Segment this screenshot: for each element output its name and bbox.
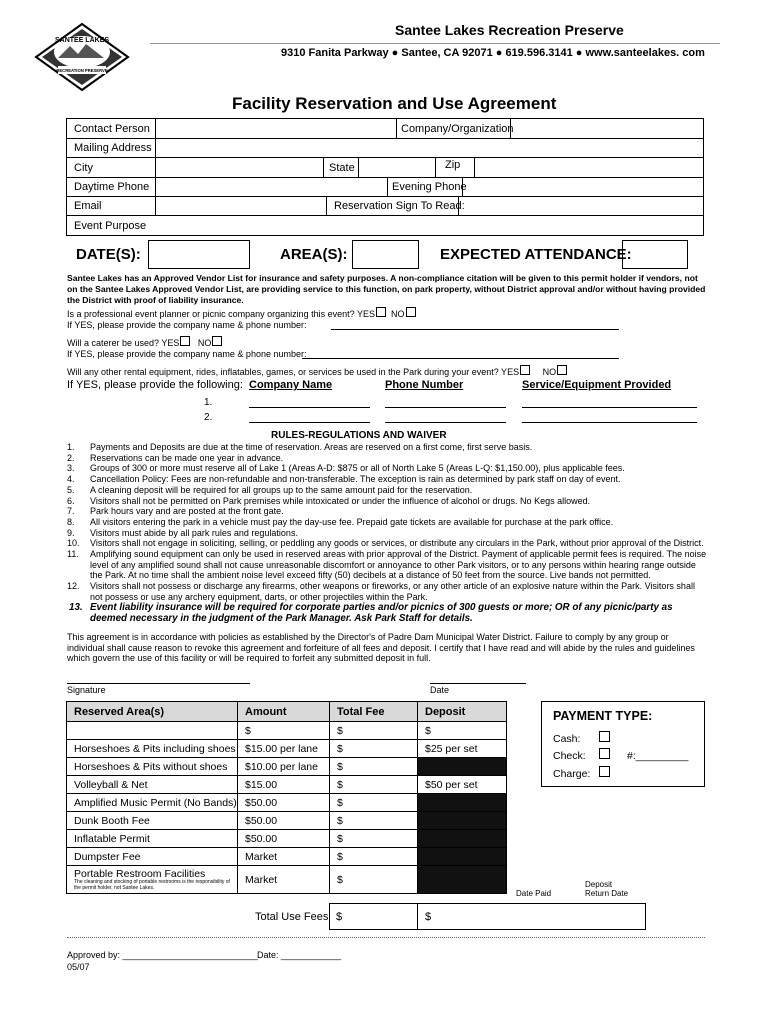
charge-checkbox[interactable] [599, 766, 610, 777]
rule-number: 5. [67, 484, 75, 495]
logo-top-text: SANTEE LAKES [54, 37, 110, 44]
santee-lakes-logo [34, 22, 130, 92]
rule-text: Visitors shall not possess or discharge any firearms, other weapons or fireworks, or any other article of an explosive nature within the Park. Visitors shall not possess or use any archery equipment, darts, or other projectiles within the Park. [90, 581, 695, 602]
vendor-notice: Santee Lakes has an Approved Vendor List for insurance and safety purposes. A non-compliance citation will be given to this permit holder if vendors, not on the Santee Lakes Approved Vendor List, are providing service to this function, on park property, without District approval and/or without having provided the District with proof of liability insurance. [67, 273, 706, 305]
check-checkbox[interactable] [599, 748, 610, 759]
charge-label: Charge: [553, 768, 591, 780]
company-field[interactable] [511, 119, 703, 137]
planner-yes-checkbox[interactable] [376, 307, 386, 317]
amount-cell: $50.00 [238, 794, 330, 812]
org-address: 9310 Fanita Parkway ● Santee, CA 92071 ● 619.596.3141 ● www.santeelakes. com [281, 47, 705, 59]
attendance-label: EXPECTED ATTENDANCE: [440, 246, 632, 263]
return-date-label: Return Date [585, 889, 629, 898]
check-label: Check: [553, 750, 586, 762]
deposit-cell-blocked [418, 812, 507, 830]
vendor-row-2-number: 2. [204, 412, 213, 423]
area-cell: Inflatable Permit [67, 830, 238, 848]
area-cell[interactable] [67, 722, 238, 740]
logo-bottom-text: RECREATION PRESERVE [56, 68, 108, 73]
deposit-cell-blocked [418, 758, 507, 776]
total-cell[interactable]: $ [330, 848, 418, 866]
area-cell: Horseshoes & Pits without shoes [67, 758, 238, 776]
portable-restroom-label: Portable Restroom Facilities [74, 867, 206, 880]
city-label: City [74, 162, 93, 174]
date-paid-label: Date Paid [516, 889, 552, 898]
attendance-field[interactable] [622, 240, 688, 269]
eve-phone-label: Evening Phone [392, 181, 467, 193]
vendor-row-2-service[interactable] [522, 422, 697, 423]
vendor-row-1-company[interactable] [249, 407, 370, 408]
area-cell: Amplified Music Permit (No Bands) [67, 794, 238, 812]
contact-form [66, 118, 704, 236]
sign-label: Reservation Sign To Read: [334, 200, 465, 212]
caterer-no-checkbox[interactable] [212, 336, 222, 346]
rule-text: Visitors shall not engage in soliciting, selling, or peddling any goods or services, or distribute any circulars in the Park, without prior approval of the District. [90, 538, 704, 549]
planner-no-checkbox[interactable] [406, 307, 416, 317]
amount-cell: $50.00 [238, 830, 330, 848]
caterer-yes-checkbox[interactable] [180, 336, 190, 346]
planner-followup: If YES, please provide the company name & phone number: [67, 320, 307, 330]
planner-question-text: Is a professional event planner or picnic company organizing this event? YES [67, 309, 376, 319]
col-company-name: Company Name [249, 379, 333, 391]
date-label: Date [430, 685, 450, 695]
amount-cell: $50.00 [238, 812, 330, 830]
rule-number: 3. [67, 463, 75, 474]
form-version: 05/07 [67, 962, 90, 972]
rule-text: Groups of 300 or more must reserve all of Lake 1 (Areas A-D: $875 or all of North Lake 5 (Areas L-Q: $1,150.00), plus applicable fees. [90, 463, 625, 474]
header-deposit: Deposit [418, 702, 507, 722]
signature-label: Signature [67, 685, 106, 695]
caterer-question-text: Will a caterer be used? YES [67, 338, 180, 348]
caterer-no-label: NO [197, 338, 212, 348]
total-use-fees-label: Total Use Fees [255, 911, 329, 923]
rule-text: Visitors must abide by all park rules and regulations. [90, 527, 298, 538]
vendor-row-1-phone[interactable] [385, 407, 506, 408]
rule-number: 11. [67, 549, 79, 559]
amount-cell: $15.00 per lane [238, 740, 330, 758]
equipment-no-checkbox[interactable] [557, 365, 567, 375]
equipment-question [67, 365, 567, 377]
date-line[interactable] [430, 683, 526, 684]
rule-text: Event liability insurance will be required for corporate parties and/or picnics of 300 guests or more; OR of any picnic/party as deemed necessary in the judgment of the Park Manager. Ask Park Staff for details. [90, 602, 673, 624]
equipment-question-text: Will any other rental equipment, rides, inflatables, games, or services be used in the Park during your event? YES [67, 367, 520, 377]
payment-type-title: PAYMENT TYPE: [553, 709, 653, 723]
area-cell: Dumpster Fee [67, 848, 238, 866]
rule-text: Amplifying sound equipment can only be used in reserved areas with prior approval of the District. Payment of applicable permit fees is required. The noise level of any amplified sound shall not cause unreasonable discomfort or annoyance to other Park visitors, or to any persons within hearing range outside the Park. At no time shall the ambient noise level exceed fifty (50) decibels at a distance of 50 feet from the source. Live bands not permitted. [90, 549, 707, 580]
fees-table [66, 701, 507, 894]
mailing-label: Mailing Address [74, 142, 152, 154]
planner-no-label: NO [391, 309, 405, 319]
agreement-text: This agreement is in accordance with policies as established by the Director's of Padre Dam Municipal Water District. Failure to comply by any group or individual shall cause reason to revoke this agreement and forfeiture of all fees and deposit. I certify that I have read and will abide by the rules and guidelines which govern the use of this facility or will be required to forfeit any submitted deposit in full. [67, 632, 695, 664]
area-cell [67, 866, 238, 894]
deposit-return-label: Deposit [585, 880, 613, 889]
rule-number: 4. [67, 474, 75, 485]
approval-date-field[interactable]: Date: ____________ [257, 950, 342, 960]
rule-number: 7. [67, 506, 75, 517]
cash-label: Cash: [553, 733, 581, 745]
area-cell: Horseshoes & Pits including shoes [67, 740, 238, 758]
deposit-cell-blocked [418, 794, 507, 812]
rule-number: 9. [67, 527, 75, 538]
areas-field[interactable] [352, 240, 419, 269]
deposit-cell: $50 per set [418, 776, 507, 794]
email-label: Email [74, 200, 102, 212]
zip-label: Zip [445, 159, 461, 171]
state-label: State [329, 162, 355, 174]
dates-field[interactable] [148, 240, 250, 269]
rule-text: Reservations can be made one year in advance. [90, 452, 284, 463]
contact-person-field[interactable] [156, 119, 395, 137]
total-cell[interactable]: $ [330, 740, 418, 758]
total-cell[interactable]: $ [330, 776, 418, 794]
header-amount: Amount [238, 702, 330, 722]
vendor-row-2-phone[interactable] [385, 422, 506, 423]
rule-text: Payments and Deposits are due at the time of reservation. Areas are reserved on a first come, first serve basis. [90, 442, 533, 452]
zip-field[interactable] [475, 158, 703, 176]
total-cell[interactable]: $ [330, 830, 418, 848]
caterer-followup: If YES, please provide the company name & phone number: [67, 349, 307, 359]
caterer-line[interactable] [302, 358, 619, 359]
deposit-cell-blocked [418, 866, 507, 894]
caterer-question [67, 336, 222, 348]
rule-text: Visitors shall not be permitted on Park premises while intoxicated or under the influence of alcohol or drugs. No Kegs allowed. [90, 495, 591, 506]
org-name: Santee Lakes Recreation Preserve [395, 22, 624, 38]
rule-number: 10. [67, 538, 80, 549]
table-row [67, 740, 507, 758]
rule-number: 2. [67, 452, 75, 463]
rule-text: All visitors entering the park in a vehicle must pay the day-use fee. Prepaid gate tickets are available for purchase at the park office. [90, 516, 614, 527]
deposit-cell: $25 per set [418, 740, 507, 758]
total-cell[interactable]: $ [330, 812, 418, 830]
footer-divider [67, 937, 705, 938]
mailing-field[interactable] [156, 139, 703, 157]
total-fee-value: $ [336, 911, 343, 923]
state-field[interactable] [359, 158, 434, 176]
rule-number: 6. [67, 495, 75, 506]
col-service-provided: Service/Equipment Provided [522, 379, 672, 391]
portable-restroom-note: The cleaning and stocking of portable restrooms is the responsibility of the permit holder, not Santee Lakes. [74, 878, 230, 891]
city-field[interactable] [156, 158, 322, 176]
contact-person-label: Contact Person [74, 123, 150, 135]
deposit-cell[interactable]: $ [418, 722, 507, 740]
total-fee-field[interactable] [329, 903, 418, 930]
amount-cell: $15.00 [238, 776, 330, 794]
rule-number: 12. [67, 581, 80, 591]
sign-field[interactable] [459, 197, 703, 214]
vendor-row-2-company[interactable] [249, 422, 370, 423]
dates-label: DATE(S): [76, 246, 141, 263]
equipment-followup: If YES, please provide the following: [67, 379, 243, 391]
table-row [67, 848, 507, 866]
amount-cell: Market [238, 866, 330, 894]
table-row [67, 812, 507, 830]
planner-question [67, 307, 416, 319]
amount-cell: $10.00 per lane [238, 758, 330, 776]
total-deposit-value: $ [425, 911, 432, 923]
cash-checkbox[interactable] [599, 731, 610, 742]
header-total-fee: Total Fee [330, 702, 418, 722]
eve-phone-field[interactable] [463, 178, 703, 195]
col-phone-number: Phone Number [385, 379, 464, 391]
signature-line[interactable] [67, 683, 250, 684]
rule-text: A cleaning deposit will be required for all groups up to the same amount paid for the reservation. [90, 484, 473, 495]
check-number-field[interactable]: #:_________ [627, 750, 689, 762]
equipment-no-label: NO [542, 367, 557, 377]
rule-text: Park hours vary and are posted at the front gate. [90, 506, 284, 517]
area-cell: Dunk Booth Fee [67, 812, 238, 830]
table-row [67, 776, 507, 794]
header-rule [150, 43, 720, 44]
rule-number: 1. [67, 442, 75, 452]
total-deposit-field[interactable] [417, 903, 646, 930]
table-row [67, 830, 507, 848]
planner-line[interactable] [331, 329, 619, 330]
areas-label: AREA(S): [280, 246, 348, 263]
rule-text: Cancellation Policy: Fees are non-refundable and non-transferable. The exception is rain as determined by park staff on day of event. [90, 474, 621, 485]
deposit-cell-blocked [418, 830, 507, 848]
email-field[interactable] [156, 197, 325, 214]
rule-number: 13. [69, 602, 83, 613]
approved-by-field[interactable]: Approved by: ___________________________ [67, 950, 258, 960]
table-row [67, 758, 507, 776]
purpose-label: Event Purpose [74, 220, 147, 232]
vendor-row-1-service[interactable] [522, 407, 697, 408]
amount-cell[interactable]: $ [238, 722, 330, 740]
company-label: Company/Organization [401, 123, 514, 135]
table-row [67, 794, 507, 812]
total-cell[interactable]: $ [330, 794, 418, 812]
total-cell[interactable]: $ [330, 758, 418, 776]
form-title: Facility Reservation and Use Agreement [232, 94, 557, 113]
day-phone-field[interactable] [156, 178, 386, 195]
total-cell[interactable]: $ [330, 722, 418, 740]
rule-number: 8. [67, 516, 75, 527]
deposit-cell-blocked [418, 848, 507, 866]
vendor-row-1-number: 1. [204, 397, 213, 408]
purpose-field[interactable] [156, 216, 703, 235]
day-phone-label: Daytime Phone [74, 181, 150, 193]
total-cell[interactable]: $ [330, 866, 418, 894]
amount-cell: Market [238, 848, 330, 866]
rules-title: RULES-REGULATIONS AND WAIVER [271, 430, 447, 441]
area-cell: Volleyball & Net [67, 776, 238, 794]
header-reserved-areas: Reserved Area(s) [67, 702, 238, 722]
equipment-yes-checkbox[interactable] [520, 365, 530, 375]
table-row [67, 866, 507, 894]
table-row [67, 722, 507, 740]
